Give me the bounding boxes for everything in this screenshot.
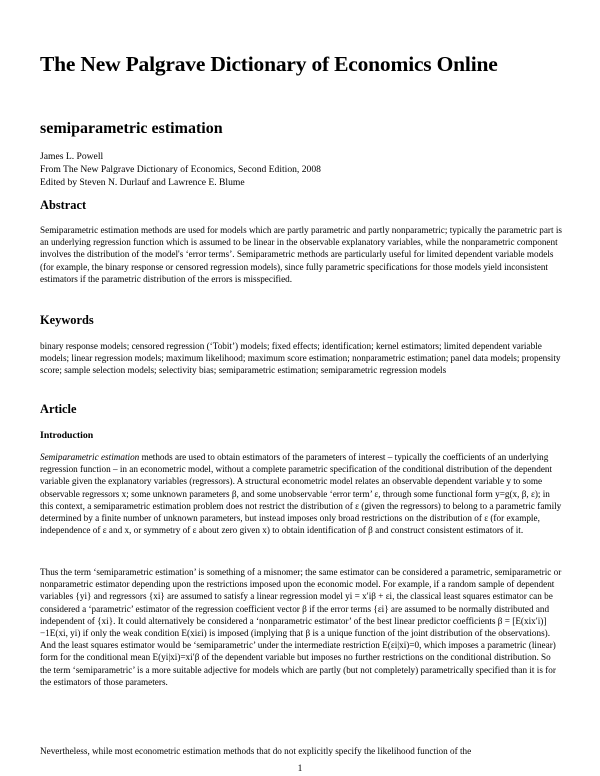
article-paragraph-3: Nevertheless, while most econometric estimation methods that do not explicitly specify the likelihood function of the — [40, 746, 472, 756]
abstract-text: Semiparametric estimation methods are used for models which are partly parametric and partly nonparametric; typically the parametric part is an underlying regression function which is assumed to be linear in the observable explanatory variables, while the nonparametric component involves the distribution of the model's ‘error terms’. Semiparametric methods are particularly useful for limited dependent variable models (for example, the binary response or censored regression models), since fully parametric specifications for those models yield inconsistent estimators if the parametric distribution of the errors is misspecified. — [40, 225, 562, 284]
term-semiparametric-estimation: Semiparametric estimation — [40, 452, 140, 462]
entry-meta — [40, 150, 321, 189]
introduction-heading: Introduction — [40, 430, 94, 441]
article-heading: Article — [40, 402, 77, 416]
source-line: From The New Palgrave Dictionary of Economics, Second Edition, 2008 — [40, 164, 321, 175]
site-title: The New Palgrave Dictionary of Economics Online — [40, 52, 498, 76]
page-number: 1 — [297, 764, 303, 774]
editors-line: Edited by Steven N. Durlauf and Lawrence E. Blume — [40, 177, 245, 188]
author: James L. Powell — [40, 151, 104, 162]
keywords-heading: Keywords — [40, 313, 94, 327]
article-paragraph-1 — [40, 451, 562, 536]
paragraph-1-body: methods are used to obtain estimators of the parameters of interest – typically the coefficients of an underlying regression function – in an econometric model, without a complete parametric specification of the conditional distribution of the dependent variable given the explanatory variables (regressors). A structural econometric model relates an observable dependent variable y to some observable regressors x; some unknown parameters β, and some unobservable ‘error term’ ε, through some functional form y=g(x, β, ε); in this context, a semiparametric estimation problem does not restrict the distribution of ε (given the regressors) to belong to a parametric family determined by a finite number of unknown parameters, but instead imposes only broad restrictions on the distribution of ε (for example, independence of ε and x, or symmetry of ε about zero given x) to obtain identification of β and construct consistent estimators of it. — [40, 452, 562, 536]
entry-title: semiparametric estimation — [40, 120, 223, 137]
abstract-heading: Abstract — [40, 198, 87, 212]
article-paragraph-2: Thus the term ‘semiparametric estimation’ is something of a misnomer; the same estimator can be considered a parametric, semiparametric or nonparametric estimator depending upon the restrictions imposed upon the economic model. For example, if a random sample of dependent variables {yi} and regressors {xi} are assumed to satisfy a linear regression model yi = x′iβ + εi, the classical least squares estimator can be considered a ‘parametric’ estimator of the regression coefficient vector β if the error terms {εi} are assumed to be normally distributed and independent of {xi}. It could alternatively be considered a ‘nonparametric estimator’ of the best linear predictor coefficients β = [E(xix′i)]−1E(xi, yi) if only the weak condition E(xiεi) is imposed (implying that β is a unique function of the joint distribution of the observations). And the least squares estimator would be ‘semiparametric’ under the intermediate restriction E(εi|xi)=0, which imposes a parametric (linear) form for the conditional mean E(yi|xi)=xi′β of the dependent variable but imposes no further restrictions on the conditional distribution. So the term ‘semiparametric’ is a more suitable adjective for models which are partly (but not completely) parametrically specified than it is for the estimators of those parameters. — [40, 567, 562, 687]
keywords-text: binary response models; censored regression (‘Tobit’) models; fixed effects; identification; kernel estimators; limited dependent variable models; linear regression models; maximum likelihood; maximum score estimation; nonparametric estimation; panel data models; propensity score; sample selection models; selectivity bias; semiparametric estimation; semiparametric regression models — [40, 341, 561, 376]
